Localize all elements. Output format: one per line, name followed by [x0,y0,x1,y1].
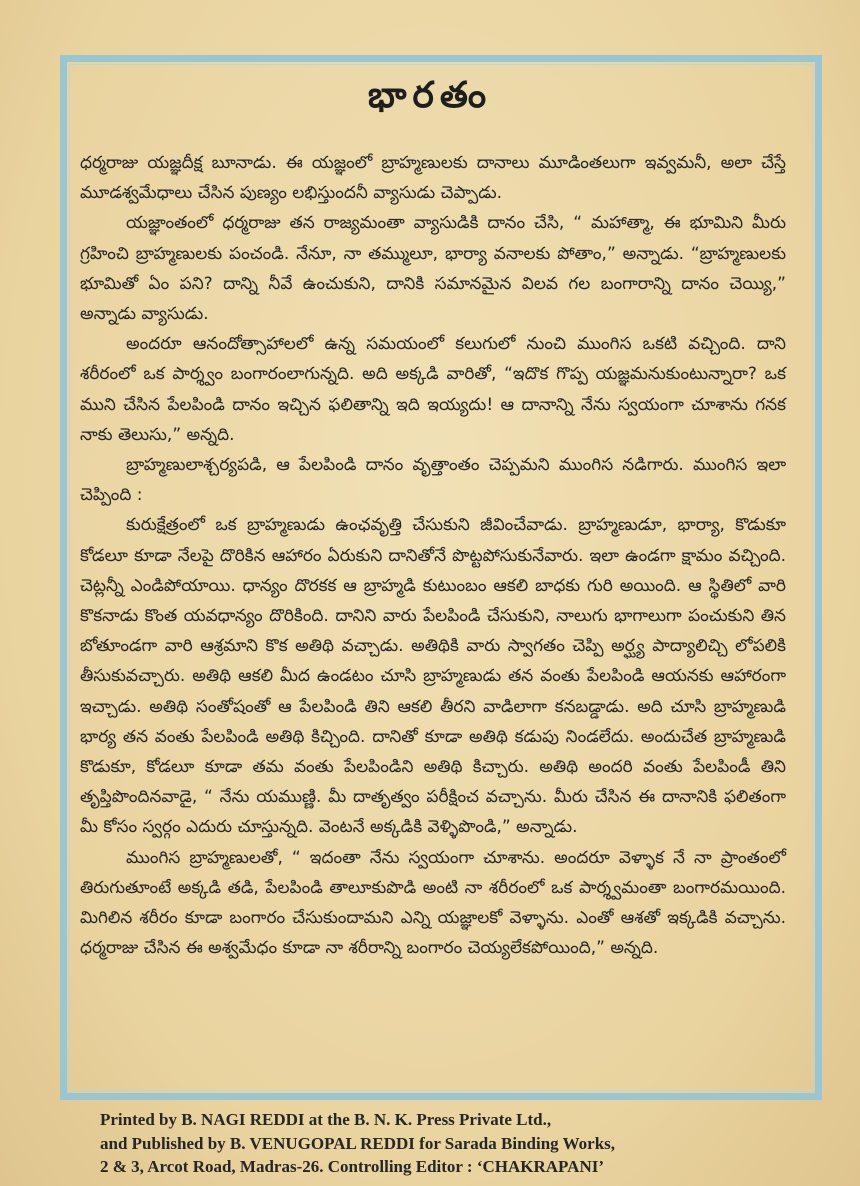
paragraph-5: కురుక్షేత్రంలో ఒక బ్రాహ్మణుడు ఉంఛవృత్తి చేసుకుని జీవించేవాడు. బ్రాహ్మణుడూ, భార్యా, కొడుకూ కోడలూ కూడా నేలపై దొరికిన ఆహారం ఏరుకుని దానితోనే పొట్టపోసుకునేవారు. ఇలా ఉండగా క్షామం వచ్చింది. చెట్లన్నీ ఎండిపోయాయి. ధాన్యం దొరకక ఆ బ్రాహ్మడి కుటుంబం ఆకలి బాధకు గురి అయింది. ఆ స్థితిలో వారి కొకనాడు కొంత యవధాన్యం దొరికింది. దానిని వారు పేలపిండి చేసుకుని, నాలుగు భాగాలుగా పంచుకుని తిన బోతూండగా వారి ఆశ్రమాని కొక అతిథి వచ్చాడు. అతిథికి వారు స్వాగతం చెప్పి అర్ఘ్య పాద్యాలిచ్చి లోపలికి తీసుకువచ్చారు. అతిథి ఆకలి మీద ఉండటం చూసి బ్రాహ్మణుడు తన వంతు పేలపిండి ఆయనకు ఆహారంగా ఇచ్చాడు. అతిథి సంతోషంతో ఆ పేలపిండి తిని ఆకలి తీరని వాడిలాగా కనబడ్డాడు. అది చూసి బ్రాహ్మణుడి భార్య తన వంతు పేలపిండి అతిథి కిచ్చింది. దానితో కూడా అతిథి కడుపు నిండలేదు. అందుచేత బ్రాహ్మణుడి కొడుకూ, కోడలూ కూడా తమ వంతు పేలపిండిని అతిథి కిచ్చారు. అతిథి అందరి వంతు పేలపిండీ తిని తృప్తిపొందినవాడై, “ నేను యముణ్ణి. మీ దాతృత్వం పరీక్షించ వచ్చాను. మీరు చేసిన ఈ దానానికి ఫలితంగా మీ కోసం స్వర్గం ఎదురు చూస్తున్నది. వెంటనే అక్కడికి వెళ్ళిపొండి,” అన్నాడు. [80,515,786,838]
paragraph-3: అందరూ ఆనందోత్సాహాలలో ఉన్న సమయంలో కలుగులో నుంచి ముంగిస ఒకటి వచ్చింది. దాని శరీరంలో ఒక పార్శ్వం బంగారంలాగున్నది. అది అక్కడి వారితో, “ఇదొక గొప్ప యజ్ఞమనుకుంటున్నారా? ఒక ముని చేసిన పేలపిండి దానం ఇచ్చిన ఫలితాన్ని ఇది ఇయ్యదు! ఆ దానాన్ని నేను స్వయంగా చూశాను గనక నాకు తెలుసు,” అన్నది. [80,334,786,445]
printer-imprint [100,1108,800,1179]
paragraph-4: బ్రాహ్మణులాశ్చర్యపడి, ఆ పేలపిండి దానం వృత్తాంతం చెప్పమని ముంగిస నడిగారు. ముంగిస ఇలా చెప్పింది : [80,455,786,506]
imprint-line-1: Printed by B. NAGI REDDI at the B. N. K. Press Private Ltd., [100,1110,552,1129]
imprint-line-2: and Published by B. VENUGOPAL REDDI for Sarada Binding Works, [100,1133,616,1153]
story-text [80,148,786,963]
paragraph-1: ధర్మరాజు యజ్ఞదీక్ష బూనాడు. ఈ యజ్ఞంలో బ్రాహ్మణులకు దానాలు మూడింతలుగా ఇవ్వమనీ, అలా చేస్తే మూడశ్వమేధాలు చేసిన పుణ్యం లభిస్తుందనీ వ్యాసుడు చెప్పాడు. [80,153,786,204]
paragraph-2: యజ్ఞాంతంలో ధర్మరాజు తన రాజ్యమంతా వ్యాసుడికి దానం చేసి, “ మహాత్మా, ఈ భూమిని మీరు గ్రహించి బ్రాహ్మణులకు పంచండి. నేనూ, నా తమ్ములూ, భార్యా వనాలకు పోతాం,” అన్నాడు. “బ్రాహ్మణులకు భూమితో ఏం పని? దాన్ని నీవే ఉంచుకుని, దానికి సమానమైన విలవ గల బంగారాన్ని దానం చెయ్యి,” అన్నాడు వ్యాసుడు. [80,213,786,325]
paragraph-6: ముంగిస బ్రాహ్మణులతో, “ ఇదంతా నేను స్వయంగా చూశాను. అందరూ వెళ్ళాక నే నా ప్రాంతంలో తిరుగుతూంటే అక్కడి తడి, పేలపిండి తాలూకుపొడి అంటి నా శరీరంలో ఒక పార్శ్వమంతా బంగారమయింది. మిగిలిన శరీరం కూడా బంగారం చేసుకుందామని ఎన్ని యజ్ఞాలకో వెళ్ళాను. ఎంతో ఆశతో ఇక్కడికి వచ్చాను. ధర్మరాజు చేసిన ఈ అశ్వమేధం కూడా నా శరీరాన్ని బంగారం చెయ్యలేకపోయింది,” అన్నది. [80,847,786,959]
page-title: భారతం [367,75,493,116]
imprint-line-3: 2 & 3, Arcot Road, Madras-26. Controlling Editor : ‘CHAKRAPANI’ [100,1157,604,1176]
